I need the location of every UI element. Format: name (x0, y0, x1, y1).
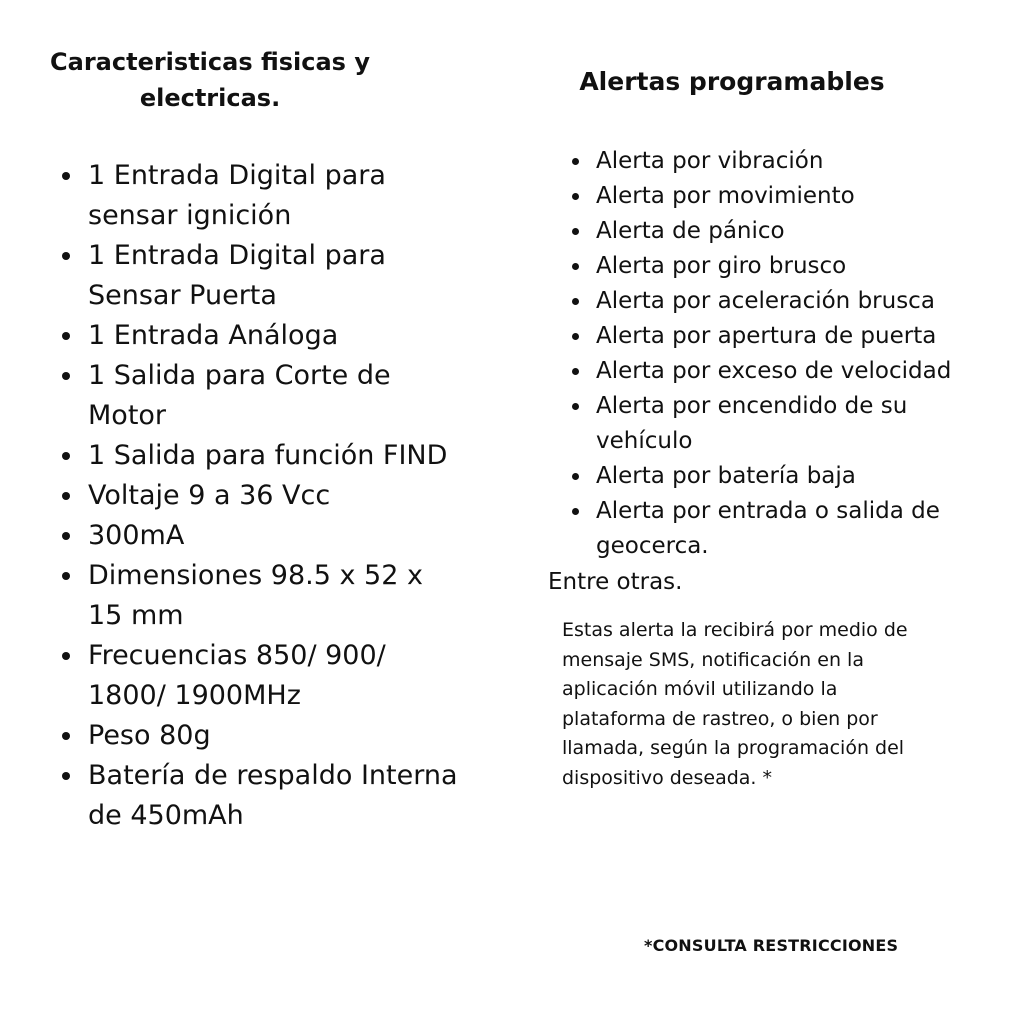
list-item (596, 389, 968, 459)
list-item-text: 1 Entrada Digital para sensar ignición (88, 160, 386, 231)
alerts-list (548, 144, 968, 564)
bullet-icon (62, 732, 70, 740)
list-item (88, 516, 458, 556)
list-item-text: Alerta por apertura de puerta (596, 323, 937, 349)
list-item (88, 436, 458, 476)
list-item-text: 1 Entrada Análoga (88, 320, 339, 351)
list-item-text: 1 Salida para Corte de Motor (88, 360, 391, 431)
physical-electrical-section (40, 44, 480, 836)
bullet-icon (62, 652, 70, 660)
bullet-icon (62, 372, 70, 380)
list-item-text: Alerta por entrada o salida de geocerca. (596, 498, 940, 559)
list-item (88, 556, 458, 636)
alerts-extra-text: Entre otras. (548, 569, 683, 595)
section-heading-characteristics: Caracteristicas fisicas y electricas. (50, 48, 370, 112)
bullet-icon (572, 158, 579, 165)
restrictions-footnote: *CONSULTA RESTRICCIONES (644, 936, 899, 955)
list-item-text: Alerta por encendido de su vehículo (596, 393, 908, 454)
list-item (596, 249, 968, 284)
programmable-alerts-section (548, 64, 968, 793)
list-item-text: 300mA (88, 520, 185, 551)
alerts-delivery-note: Estas alerta la recibirá por medio de mensaje SMS, notificación en la aplicación móvil utilizando la plataforma de rastreo, o bien por llamada, según la programación del dispositivo deseada. * (562, 619, 908, 789)
list-item-text: 1 Salida para función FIND (88, 440, 448, 471)
list-item-text: Batería de respaldo Interna de 450mAh (88, 760, 458, 831)
bullet-icon (62, 532, 70, 540)
bullet-icon (62, 332, 70, 340)
bullet-icon (62, 172, 70, 180)
list-item (596, 144, 968, 179)
characteristics-list (40, 156, 458, 836)
list-item (596, 354, 968, 389)
bullet-icon (572, 368, 579, 375)
list-item (88, 716, 458, 756)
list-item (596, 214, 968, 249)
bullet-icon (62, 572, 70, 580)
bullet-icon (572, 403, 579, 410)
bullet-icon (572, 298, 579, 305)
list-item-text: Alerta por aceleración brusca (596, 288, 935, 314)
list-item (88, 156, 458, 236)
list-item-text: Alerta por vibración (596, 148, 824, 174)
list-item (596, 319, 968, 354)
list-item (596, 284, 968, 319)
list-item (88, 636, 458, 716)
list-item-text: Frecuencias 850/ 900/ 1800/ 1900MHz (88, 640, 386, 711)
list-item-text: Voltaje 9 a 36 Vcc (88, 480, 331, 511)
list-item-text: Alerta por batería baja (596, 463, 856, 489)
list-item (88, 476, 458, 516)
bullet-icon (572, 228, 579, 235)
bullet-icon (62, 772, 70, 780)
list-item (596, 459, 968, 494)
bullet-icon (572, 263, 579, 270)
list-item-text: Peso 80g (88, 720, 211, 751)
bullet-icon (572, 193, 579, 200)
bullet-icon (572, 508, 579, 515)
list-item-text: Alerta por movimiento (596, 183, 855, 209)
list-item (88, 316, 458, 356)
list-item-text: Alerta de pánico (596, 218, 785, 244)
list-item-text: Alerta por giro brusco (596, 253, 847, 279)
list-item (88, 236, 458, 316)
list-item (596, 179, 968, 214)
list-item (88, 756, 458, 836)
bullet-icon (62, 252, 70, 260)
list-item-text: Alerta por exceso de velocidad (596, 358, 952, 384)
section-heading-alerts: Alertas programables (579, 67, 885, 96)
list-item (88, 356, 458, 436)
bullet-icon (572, 473, 579, 480)
list-item-text: Dimensiones 98.5 x 52 x 15 mm (88, 560, 423, 631)
list-item-text: 1 Entrada Digital para Sensar Puerta (88, 240, 386, 311)
bullet-icon (62, 452, 70, 460)
bullet-icon (572, 333, 579, 340)
bullet-icon (62, 492, 70, 500)
list-item (596, 494, 968, 564)
